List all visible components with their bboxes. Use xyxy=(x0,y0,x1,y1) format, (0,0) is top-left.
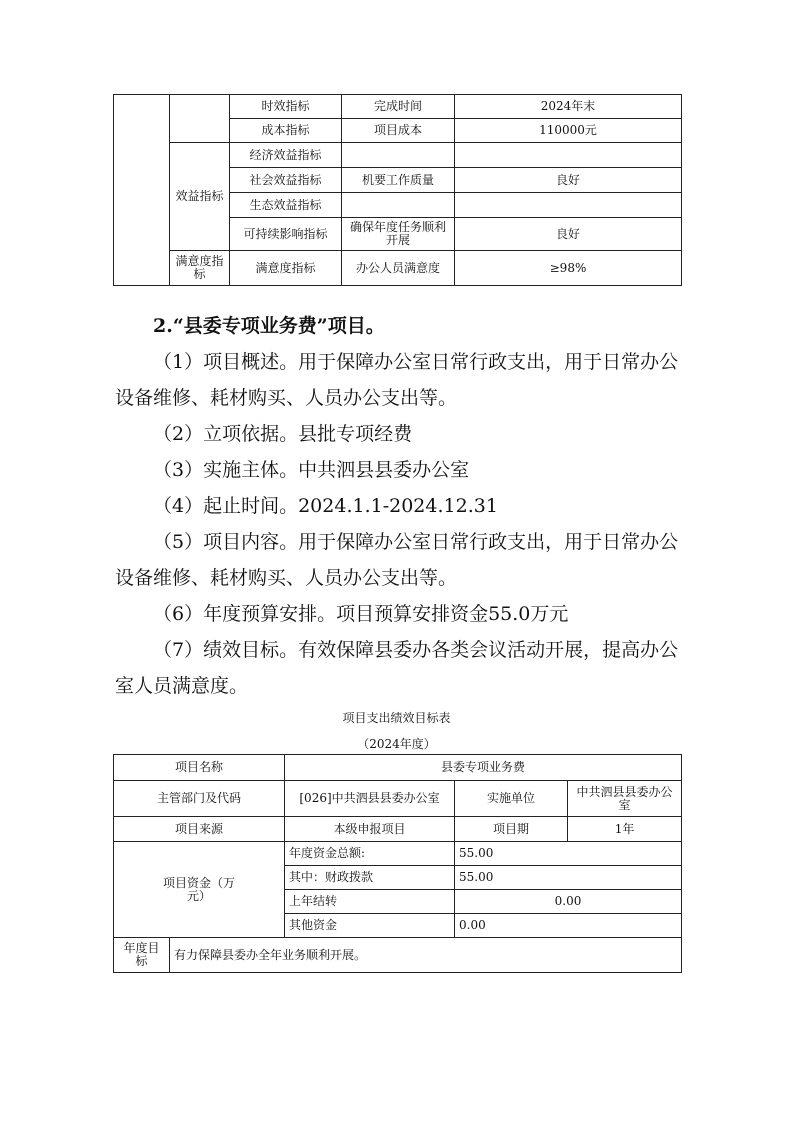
table-row xyxy=(114,143,682,168)
blank-cell xyxy=(170,95,230,143)
section-body xyxy=(115,308,685,704)
table-cell: 效益指标 xyxy=(170,143,230,251)
table-row xyxy=(114,781,682,817)
table-cell: 生态效益指标 xyxy=(230,193,342,218)
blank-cell xyxy=(114,95,170,286)
paragraph-content: （5）项目内容。用于保障办公室日常行政支出，用于日常办公设备维修、耗材购买、人员办公支出等。 xyxy=(115,531,679,589)
table-cell xyxy=(455,143,682,168)
funds-item-label: 上年结转 xyxy=(285,890,455,914)
goal-label: 年度目标 xyxy=(114,938,170,973)
table-row xyxy=(114,755,682,781)
paragraph-overview: （1）项目概述。用于保障办公室日常行政支出，用于日常办公设备维修、耗材购买、人员办公支出等。 xyxy=(115,351,679,409)
table-cell: 满意度指标 xyxy=(230,251,342,286)
table-cell: ≥98% xyxy=(455,251,682,286)
table-row xyxy=(114,842,682,866)
project-name-label: 项目名称 xyxy=(114,755,285,781)
impl-label: 实施单位 xyxy=(455,781,568,817)
table-cell: 时效指标 xyxy=(230,95,342,119)
table-cell: 机要工作质量 xyxy=(342,168,455,193)
table-cell: 良好 xyxy=(455,218,682,251)
goal-value: 有力保障县委办全年业务顺利开展。 xyxy=(170,938,682,973)
table-row xyxy=(114,938,682,973)
table-cell xyxy=(455,193,682,218)
funds-item-value: 55.00 xyxy=(455,866,682,890)
table-title: 项目支出绩效目标表 xyxy=(342,711,451,725)
table-row xyxy=(114,817,682,842)
source-value: 本级申报项目 xyxy=(285,817,455,842)
dept-value: [026]中共泗县县委办公室 xyxy=(285,781,455,817)
period-value: 1年 xyxy=(568,817,682,842)
table-cell: 经济效益指标 xyxy=(230,143,342,168)
impl-value: 中共泗县县委办公室 xyxy=(568,781,682,817)
table-cell xyxy=(342,193,455,218)
funds-item-value: 0.00 xyxy=(455,890,682,914)
funds-item-label: 年度资金总额: xyxy=(285,842,455,866)
table-cell: 确保年度任务顺利开展 xyxy=(342,218,455,251)
table-cell: 成本指标 xyxy=(230,119,342,143)
funds-item-label: 其中：财政拨款 xyxy=(285,866,455,890)
table-cell: 办公人员满意度 xyxy=(342,251,455,286)
paragraph-basis: （2）立项依据。县批专项经费 xyxy=(153,423,413,445)
table-cell: 项目成本 xyxy=(342,119,455,143)
table-cell: 社会效益指标 xyxy=(230,168,342,193)
funds-item-label: 其他资金 xyxy=(285,914,455,938)
funds-label: 项目资金（万元） xyxy=(114,842,285,938)
table-cell: 2024年末 xyxy=(455,95,682,119)
source-label: 项目来源 xyxy=(114,817,285,842)
table-cell: 可持续影响指标 xyxy=(230,218,342,251)
table-cell xyxy=(342,143,455,168)
table-subtitle: （2024年度） xyxy=(357,737,436,751)
table-row xyxy=(114,95,682,119)
table-cell: 满意度指标 xyxy=(170,251,230,286)
funds-item-value: 0.00 xyxy=(455,914,682,938)
paragraph-implementer: （3）实施主体。中共泗县县委办公室 xyxy=(153,459,470,481)
funds-item-value: 55.00 xyxy=(455,842,682,866)
section-heading: 2.“县委专项业务费”项目。 xyxy=(153,315,385,337)
period-label: 项目期 xyxy=(455,817,568,842)
performance-indicator-table-continued xyxy=(113,94,682,286)
dept-label: 主管部门及代码 xyxy=(114,781,285,817)
table-cell: 完成时间 xyxy=(342,95,455,119)
table-row xyxy=(114,251,682,286)
table-cell: 良好 xyxy=(455,168,682,193)
paragraph-goal: （7）绩效目标。有效保障县委办各类会议活动开展，提高办公室人员满意度。 xyxy=(115,639,679,697)
table-cell: 110000元 xyxy=(455,119,682,143)
paragraph-period: （4）起止时间。2024.1.1-2024.12.31 xyxy=(153,495,498,517)
project-performance-target-table xyxy=(113,754,682,973)
paragraph-budget: （6）年度预算安排。项目预算安排资金55.0万元 xyxy=(153,603,569,625)
project-name-value: 县委专项业务费 xyxy=(285,755,682,781)
